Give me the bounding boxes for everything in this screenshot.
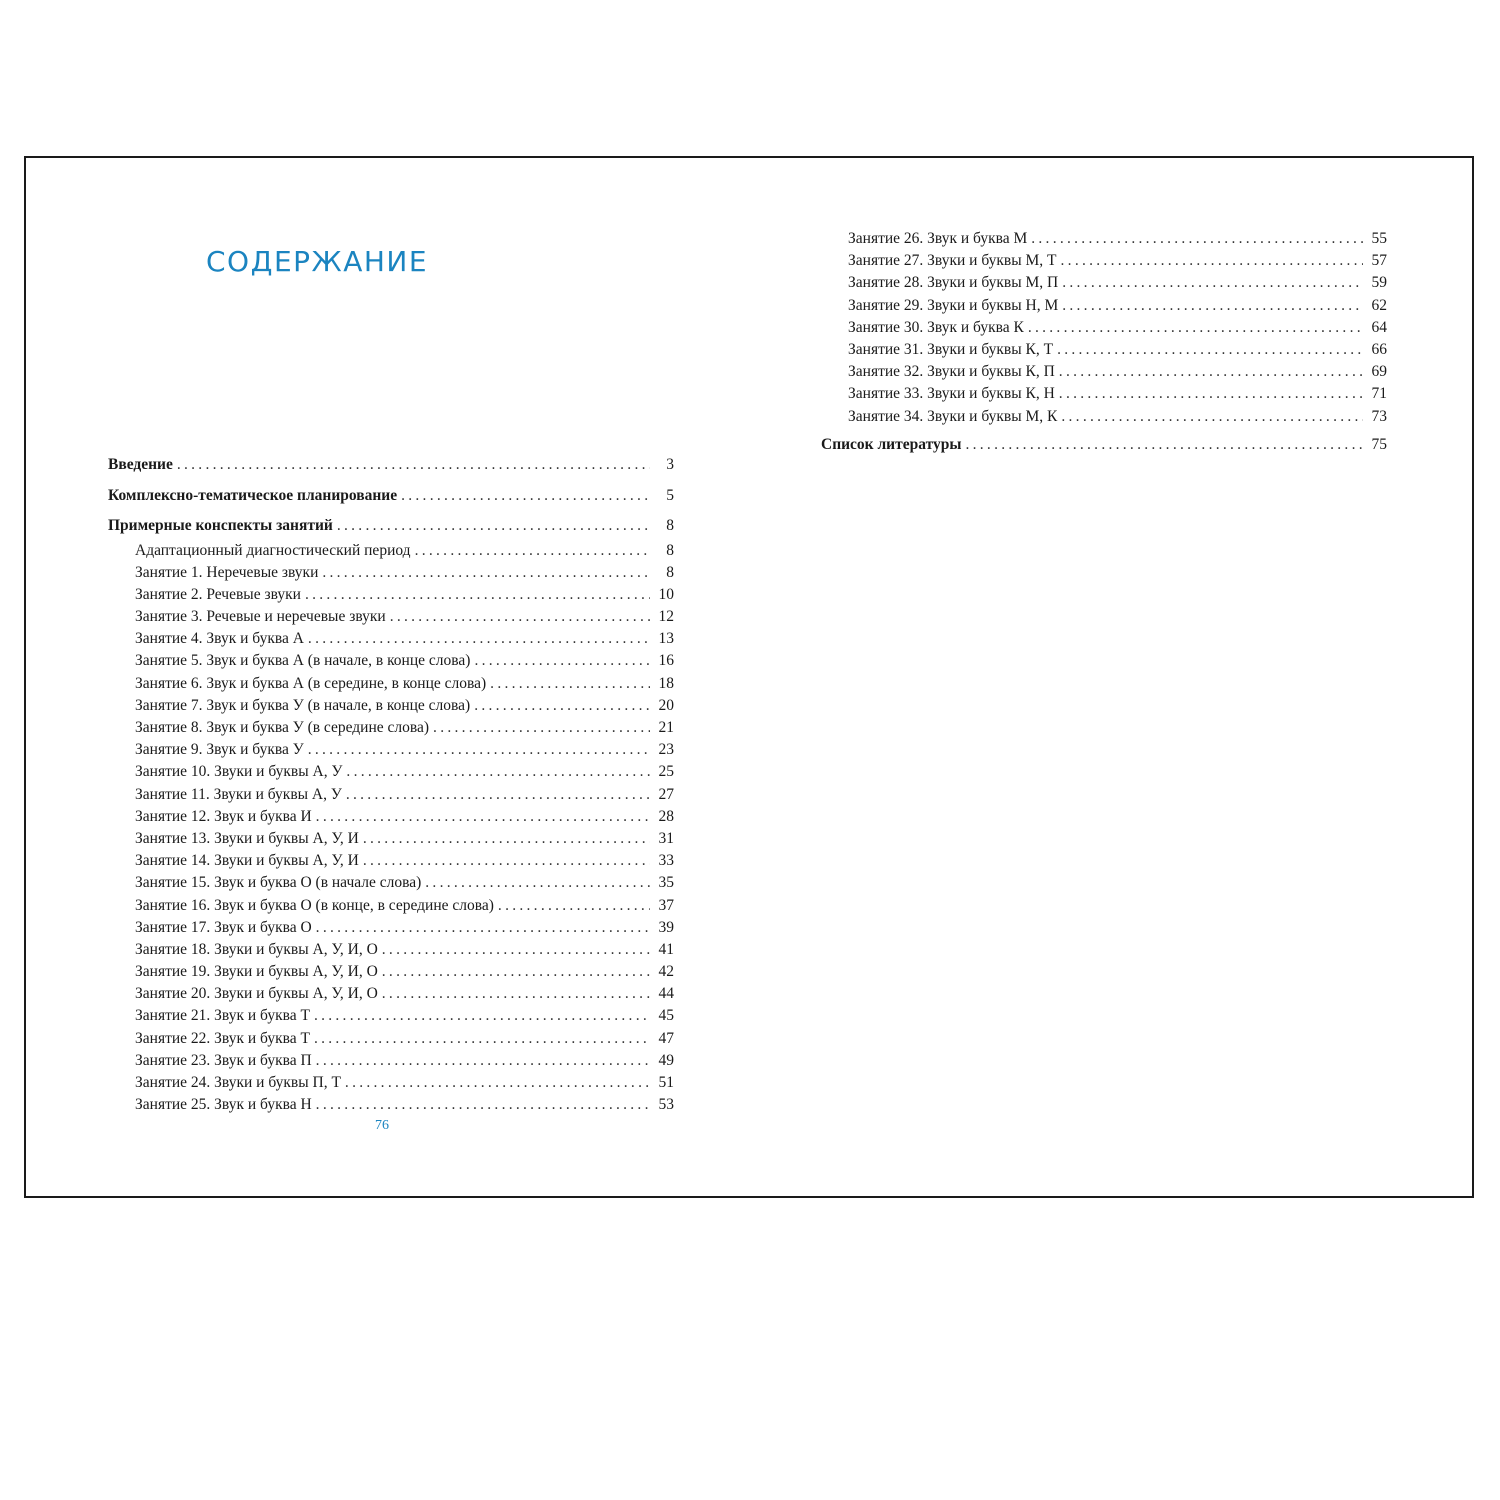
toc-entry[interactable] xyxy=(108,917,674,939)
toc-entry-page: 10 xyxy=(658,585,674,603)
toc-leader-dots xyxy=(382,939,650,961)
toc-entry-page: 51 xyxy=(658,1074,674,1091)
toc-leader-dots xyxy=(337,513,650,540)
toc-entry[interactable] xyxy=(108,850,674,872)
toc-entry-page: 37 xyxy=(658,896,674,914)
toc-entry[interactable] xyxy=(108,983,674,1005)
toc-entry-page: 41 xyxy=(658,940,674,958)
toc-entry-title: Занятие 2. Речевые звуки xyxy=(135,585,301,603)
toc-entry[interactable] xyxy=(108,872,674,894)
page-title: СОДЕРЖАНИЕ xyxy=(206,244,429,278)
toc-entry-title: Занятие 11. Звуки и буквы А, У xyxy=(135,785,342,803)
toc-entry[interactable] xyxy=(108,452,674,479)
toc-entry-page: 53 xyxy=(658,1096,674,1114)
toc-entry-title: Занятие 16. Звук и буква О (в конце, в середине слова) xyxy=(135,896,494,914)
toc-entry-title: Занятие 30. Звук и буква К xyxy=(848,318,1024,336)
toc-leader-dots xyxy=(316,917,650,939)
toc-entry[interactable] xyxy=(108,806,674,828)
toc-leader-dots xyxy=(177,452,650,479)
toc-entry-title: Занятие 12. Звук и буква И xyxy=(135,807,312,825)
toc-leader-dots xyxy=(363,850,650,872)
toc-entry-page: 31 xyxy=(658,829,674,847)
toc-entry-page: 42 xyxy=(658,963,674,981)
toc-leader-dots xyxy=(1059,361,1363,383)
toc-entry[interactable] xyxy=(821,361,1387,383)
toc-entry-title: Занятие 27. Звуки и буквы М, Т xyxy=(848,252,1057,270)
toc-leader-dots xyxy=(322,562,650,584)
toc-leader-dots xyxy=(316,806,650,828)
toc-entry[interactable] xyxy=(108,895,674,917)
toc-entry-page: 8 xyxy=(666,563,674,581)
toc-entry-title: Занятие 10. Звуки и буквы А, У xyxy=(135,763,343,781)
toc-entry-title: Занятие 19. Звуки и буквы А, У, И, О xyxy=(135,963,378,981)
toc-entry-page: 62 xyxy=(1371,296,1387,314)
toc-leader-dots xyxy=(965,432,1363,459)
toc-entry-title: Занятие 3. Речевые и неречевые звуки xyxy=(135,608,386,626)
toc-leader-dots xyxy=(1059,383,1363,405)
toc-entry[interactable] xyxy=(108,628,674,650)
toc-entry-page: 8 xyxy=(666,541,674,559)
toc-entry-title: Адаптационный диагностический период xyxy=(135,541,411,559)
toc-entry-title: Занятие 18. Звуки и буквы А, У, И, О xyxy=(135,940,378,958)
toc-leader-dots xyxy=(474,695,650,717)
toc-entry-title: Список литературы xyxy=(821,435,962,453)
toc-entry-page: 69 xyxy=(1371,363,1387,381)
toc-leader-dots xyxy=(498,895,650,917)
toc-entry-page: 8 xyxy=(666,517,674,534)
toc-entry[interactable] xyxy=(108,695,674,717)
toc-entry-title: Занятие 1. Неречевые звуки xyxy=(135,563,319,581)
toc-entry[interactable] xyxy=(108,483,674,510)
toc-leader-dots xyxy=(1062,295,1363,317)
toc-entry-title: Занятие 20. Звуки и буквы А, У, И, О xyxy=(135,985,378,1003)
toc-entry-page: 59 xyxy=(1371,274,1387,292)
toc-entry[interactable] xyxy=(821,339,1387,361)
toc-entry-title: Занятие 21. Звук и буква Т xyxy=(135,1007,310,1025)
toc-entry-page: 23 xyxy=(658,741,674,759)
toc-entry-title: Занятие 34. Звуки и буквы М, К xyxy=(848,407,1058,425)
toc-leader-dots xyxy=(316,1050,650,1072)
toc-entry[interactable] xyxy=(108,961,674,983)
toc-leader-dots xyxy=(346,761,650,783)
toc-entry-title: Занятие 33. Звуки и буквы К, Н xyxy=(848,385,1055,403)
toc-entry[interactable] xyxy=(108,784,674,806)
toc-entry-title: Занятие 23. Звук и буква П xyxy=(135,1051,312,1069)
toc-entry-page: 71 xyxy=(1371,385,1387,403)
toc-entry-page: 49 xyxy=(658,1051,674,1069)
toc-right-column xyxy=(821,228,1387,458)
toc-leader-dots xyxy=(382,961,650,983)
toc-entry[interactable] xyxy=(108,513,674,540)
toc-entry-title: Занятие 29. Звуки и буквы Н, М xyxy=(848,296,1059,314)
toc-entry[interactable] xyxy=(108,650,674,672)
toc-leader-dots xyxy=(382,983,650,1005)
toc-entry-title: Введение xyxy=(108,456,173,473)
toc-entry[interactable] xyxy=(108,673,674,695)
toc-entry[interactable] xyxy=(108,828,674,850)
toc-entry-page: 75 xyxy=(1371,435,1387,453)
toc-entry-title: Занятие 5. Звук и буква А (в начале, в конце слова) xyxy=(135,652,471,670)
toc-entry[interactable] xyxy=(821,250,1387,272)
toc-entry-page: 3 xyxy=(666,456,674,473)
toc-entry[interactable] xyxy=(821,272,1387,294)
toc-leader-dots xyxy=(1061,406,1363,428)
toc-entry-page: 73 xyxy=(1371,407,1387,425)
toc-entry-page: 5 xyxy=(666,486,674,504)
toc-entry-title: Занятие 25. Звук и буква Н xyxy=(135,1096,312,1114)
toc-leader-dots xyxy=(308,739,650,761)
toc-leader-dots xyxy=(1057,339,1363,361)
toc-entry-page: 64 xyxy=(1371,318,1387,336)
toc-entry[interactable] xyxy=(108,540,674,562)
toc-entry-title: Примерные конспекты занятий xyxy=(108,517,333,534)
toc-entry[interactable] xyxy=(108,1094,674,1116)
toc-entry-title: Занятие 31. Звуки и буквы К, Т xyxy=(848,340,1054,358)
toc-leader-dots xyxy=(1028,317,1363,339)
toc-entry-title: Занятие 26. Звук и буква М xyxy=(848,230,1028,247)
toc-leader-dots xyxy=(490,673,650,695)
toc-entry-page: 27 xyxy=(658,785,674,803)
toc-leader-dots xyxy=(305,584,650,606)
toc-left-column xyxy=(108,452,674,1116)
toc-entry-page: 35 xyxy=(658,874,674,892)
toc-leader-dots xyxy=(1061,250,1363,272)
toc-entry-title: Занятие 15. Звук и буква О (в начале слова) xyxy=(135,874,422,892)
toc-entry-page: 57 xyxy=(1371,252,1387,270)
toc-entry[interactable] xyxy=(108,1028,674,1050)
toc-entry[interactable] xyxy=(108,739,674,761)
toc-entry-page: 20 xyxy=(658,696,674,714)
toc-entry-title: Занятие 8. Звук и буква У (в середине слова) xyxy=(135,719,430,736)
toc-entry-title: Занятие 9. Звук и буква У xyxy=(135,741,304,759)
toc-entry-page: 33 xyxy=(658,852,674,870)
toc-leader-dots xyxy=(314,1005,650,1027)
toc-entry-title: Занятие 6. Звук и буква А (в середине, в конце слова) xyxy=(135,674,487,692)
toc-entry[interactable] xyxy=(821,228,1387,250)
toc-leader-dots xyxy=(363,828,650,850)
toc-entry[interactable] xyxy=(108,761,674,783)
toc-entry-title: Занятие 32. Звуки и буквы К, П xyxy=(848,363,1055,381)
toc-leader-dots xyxy=(1062,272,1363,294)
toc-entry-title: Занятие 7. Звук и буква У (в начале, в конце слова) xyxy=(135,696,471,714)
toc-entry-page: 12 xyxy=(658,608,674,626)
toc-leader-dots xyxy=(1031,228,1363,250)
toc-entry[interactable] xyxy=(821,317,1387,339)
toc-entry-page: 13 xyxy=(658,630,674,648)
toc-entry[interactable] xyxy=(108,584,674,606)
toc-leader-dots xyxy=(345,1072,650,1094)
toc-entry[interactable] xyxy=(108,606,674,628)
toc-entry-page: 55 xyxy=(1371,230,1387,247)
toc-entry[interactable] xyxy=(108,939,674,961)
toc-entry-page: 18 xyxy=(658,674,674,692)
toc-entry-title: Занятие 14. Звуки и буквы А, У, И xyxy=(135,852,359,870)
toc-entry-title: Занятие 17. Звук и буква О xyxy=(135,918,312,936)
toc-leader-dots xyxy=(415,540,650,562)
toc-entry[interactable] xyxy=(108,1050,674,1072)
toc-entry-page: 16 xyxy=(658,652,674,670)
toc-entry-title: Занятие 24. Звуки и буквы П, Т xyxy=(135,1074,341,1091)
toc-entry[interactable] xyxy=(108,1072,674,1094)
toc-entry-title: Занятие 22. Звук и буква Т xyxy=(135,1029,310,1047)
toc-entry-page: 21 xyxy=(658,719,674,736)
toc-leader-dots xyxy=(401,483,650,510)
toc-entry[interactable] xyxy=(821,432,1387,459)
toc-entry-title: Комплексно-тематическое планирование xyxy=(108,486,398,504)
toc-entry-page: 44 xyxy=(658,985,674,1003)
toc-entry[interactable] xyxy=(821,295,1387,317)
toc-entry-page: 39 xyxy=(658,918,674,936)
toc-leader-dots xyxy=(308,628,650,650)
toc-leader-dots xyxy=(425,872,650,894)
toc-entry[interactable] xyxy=(821,383,1387,405)
toc-entry[interactable] xyxy=(821,406,1387,428)
toc-leader-dots xyxy=(346,784,650,806)
toc-leader-dots xyxy=(433,717,650,739)
toc-entry-title: Занятие 13. Звуки и буквы А, У, И xyxy=(135,829,359,847)
toc-leader-dots xyxy=(316,1094,650,1116)
toc-leader-dots xyxy=(474,650,650,672)
toc-entry-page: 28 xyxy=(658,807,674,825)
toc-entry[interactable] xyxy=(108,562,674,584)
toc-entry-page: 47 xyxy=(658,1029,674,1047)
toc-entry-page: 45 xyxy=(658,1007,674,1025)
toc-entry-page: 66 xyxy=(1371,340,1387,358)
toc-leader-dots xyxy=(390,606,650,628)
toc-entry-title: Занятие 28. Звуки и буквы М, П xyxy=(848,274,1059,292)
page-number: 76 xyxy=(375,1118,389,1133)
toc-entry-page: 25 xyxy=(658,763,674,781)
toc-entry[interactable] xyxy=(108,1005,674,1027)
toc-entry-title: Занятие 4. Звук и буква А xyxy=(135,630,304,648)
toc-entry[interactable] xyxy=(108,717,674,739)
toc-leader-dots xyxy=(314,1028,650,1050)
